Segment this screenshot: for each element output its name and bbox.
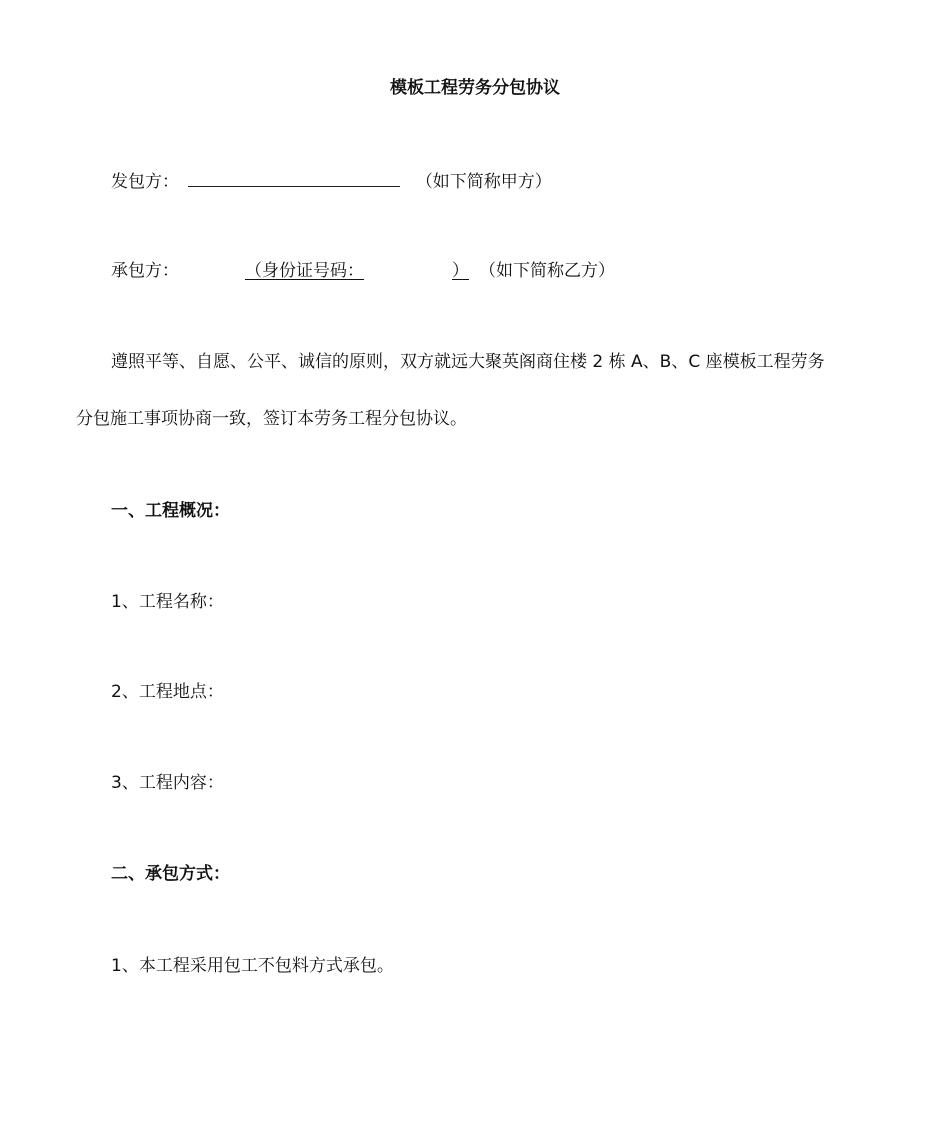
party-a-label: 发包方： xyxy=(111,172,179,192)
party-b-id-label: （身份证号码： xyxy=(245,261,364,281)
party-a-line xyxy=(111,170,552,193)
document-title: 模板工程劳务分包协议 xyxy=(390,78,560,98)
section-1-heading: 一、工程概况： xyxy=(111,501,230,521)
section-1-item: 1、工程名称： xyxy=(111,592,224,612)
party-b-suffix: （如下简称乙方） xyxy=(479,261,615,281)
section-2-item: 1、本工程采用包工不包料方式承包。 xyxy=(111,956,394,976)
party-b-id-field xyxy=(179,261,477,281)
section-1-item: 3、工程内容： xyxy=(111,773,224,793)
preamble-line-2: 分包施工事项协商一致，签订本劳务工程分包协议。 xyxy=(76,409,467,429)
preamble-line-1: 遵照平等、自愿、公平、诚信的原则，双方就远大聚英阁商住楼 2 栋 A、B、C 座模板工程劳务 xyxy=(111,352,825,372)
party-b-line xyxy=(111,260,615,282)
party-a-suffix: （如下简称甲方） xyxy=(415,172,552,192)
party-b-id-close: ） xyxy=(452,261,469,281)
party-b-label: 承包方： xyxy=(111,261,179,281)
section-2-heading: 二、承包方式： xyxy=(111,864,230,884)
party-a-blank xyxy=(188,170,400,187)
section-1-item: 2、工程地点： xyxy=(111,682,224,702)
